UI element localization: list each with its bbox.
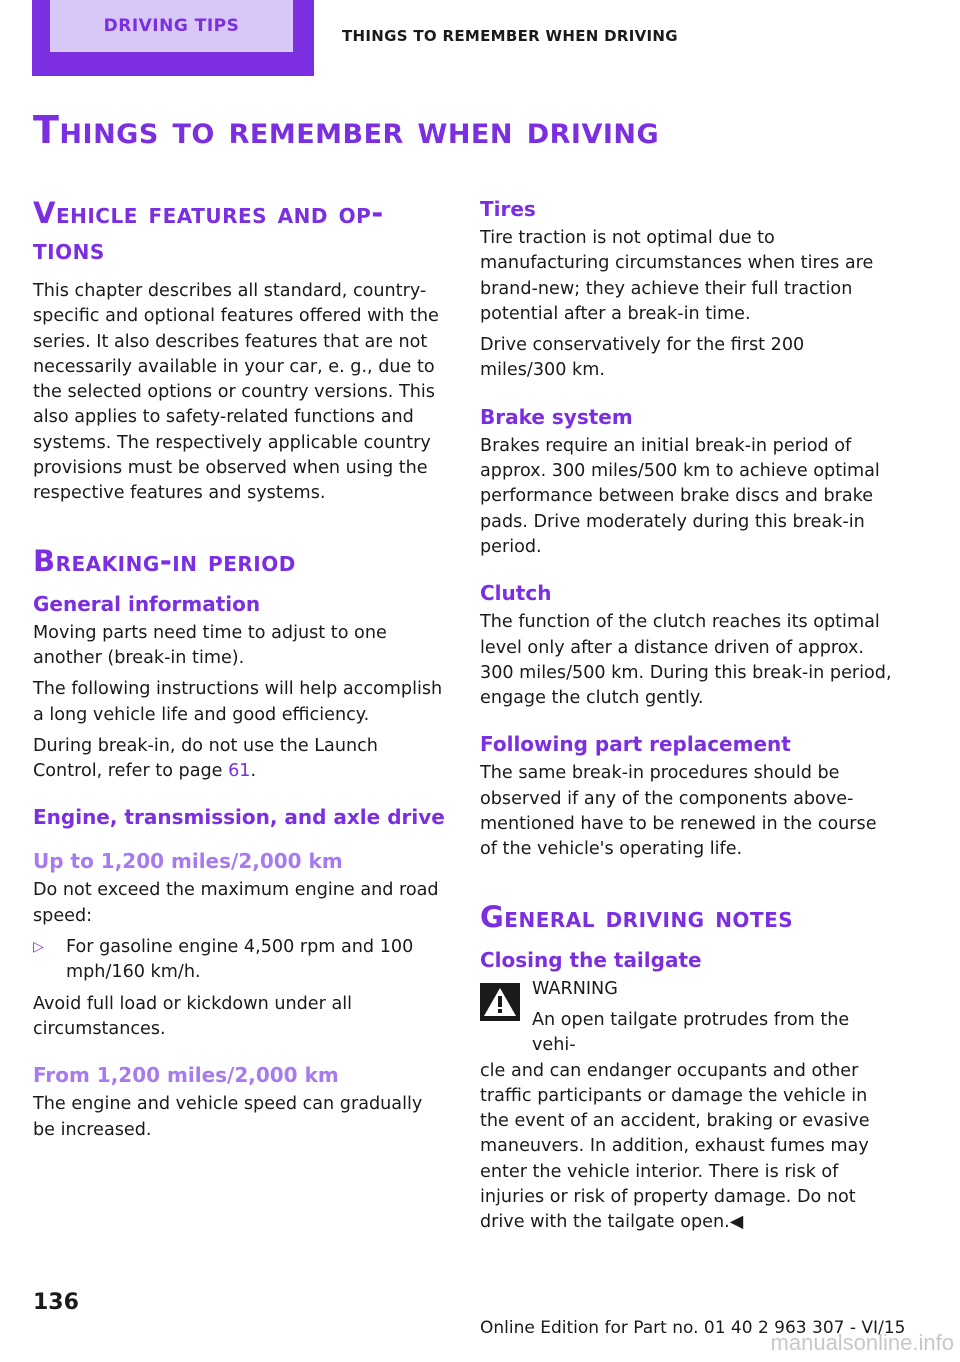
triangle-bullet-icon: ▷ (33, 939, 44, 956)
left-column (33, 195, 448, 1149)
right-column (480, 196, 895, 1236)
section-tab-label: DRIVING TIPS (103, 16, 240, 36)
period-text: . (250, 761, 257, 782)
from-body: The engine and vehicle speed can gradually be increased. (33, 1094, 423, 1140)
edition-text: Online Edition for Part no. 01 40 2 963 307 - VI/15 (480, 1318, 906, 1338)
list-item (33, 935, 448, 986)
general-information-heading: General information (33, 591, 261, 616)
vehicle-features-heading-line1: Vehicle features and op‐ (33, 196, 384, 230)
warning-triangle-icon (480, 983, 520, 1021)
page-reference-link[interactable]: 61 (228, 761, 251, 782)
break-in-paragraph-3 (33, 734, 448, 785)
closing-tailgate-heading: Closing the tailgate (480, 947, 702, 972)
page-title: Things to remember when driving (33, 108, 660, 152)
warning-block (480, 977, 895, 1236)
up-to-heading: Up to 1,200 miles/2,000 km (33, 849, 343, 874)
watermark: manualsonline.info (770, 1330, 954, 1355)
vehicle-features-heading (33, 195, 448, 267)
following-part-replacement-heading: Following part replacement (480, 732, 791, 757)
list-item-text: For gasoline engine 4,500 rpm and 100 mph/160 km/h. (66, 937, 414, 983)
vehicle-features-body: This chapter describes all standard, country-specific and optional features offered with the series. It also describes features that are not necessarily available in your car, e. g., due to the selected options or country versions. This also applies to safety-related functions and systems. The respectively applicable country provisions must be observed when using the respective features and systems. (33, 281, 439, 504)
break-in-paragraph-2: The following instructions will help accomplish a long vehicle life and good efficiency. (33, 679, 443, 725)
up-to-body: Do not exceed the maximum engine and road speed: (33, 880, 439, 926)
vehicle-features-heading-line2: tions (33, 232, 105, 266)
tires-paragraph-1: Tire traction is not optimal due to manufacturing circumstances when tires are brand-new; they achieve their full traction potential after a break-in time. (480, 228, 874, 324)
tires-paragraph-2: Drive conservatively for the first 200 miles/300 km. (480, 335, 805, 381)
following-part-replacement-body: The same break-in procedures should be observed if any of the components above-mentioned have to be renewed in the course of the vehicle's operating life. (480, 763, 877, 860)
warning-label: WARNING (532, 978, 618, 999)
breaking-in-heading: Breaking-in period (33, 543, 296, 578)
clutch-heading: Clutch (480, 581, 552, 606)
tires-heading: Tires (480, 197, 536, 221)
section-tab (50, 0, 293, 52)
from-heading: From 1,200 miles/2,000 km (33, 1063, 339, 1088)
break-in-paragraph-1: Moving parts need time to adjust to one another (break-in time). (33, 622, 387, 668)
avoid-full-load-text: Avoid full load or kickdown under all circumstances. (33, 993, 353, 1039)
brake-system-body: Brakes require an initial break-in period of approx. 300 miles/500 km to achieve optimal performance between brake discs and brake pads. Drive moderately during this break-in period. (480, 435, 880, 557)
clutch-body: The function of the clutch reaches its optimal level only after a distance driven of approx. 300 miles/500 km. During this break-in period, engage the clutch gently. (480, 612, 892, 709)
warning-text (480, 1008, 895, 1236)
launch-control-text: During break-in, do not use the Launch Control, refer to page (33, 735, 378, 782)
brake-system-heading: Brake system (480, 404, 633, 429)
general-driving-notes-heading: General driving notes (480, 899, 794, 934)
breadcrumb: THINGS TO REMEMBER WHEN DRIVING (342, 27, 678, 45)
page-number: 136 (33, 1290, 79, 1315)
warning-rest: cle and can endanger occupants and other traffic participants or damage the vehicle in the event of an accident, braking or evasive maneuvers. In addition, exhaust fumes may enter the vehicle interior. There is risk of injuries or risk of property damage. Do not drive with the tailgate open.◀ (480, 1060, 870, 1233)
engine-transmission-heading: Engine, transmission, and axle drive (33, 805, 445, 830)
warning-first-line: An open tailgate protrudes from the vehi‐ (532, 1009, 850, 1056)
